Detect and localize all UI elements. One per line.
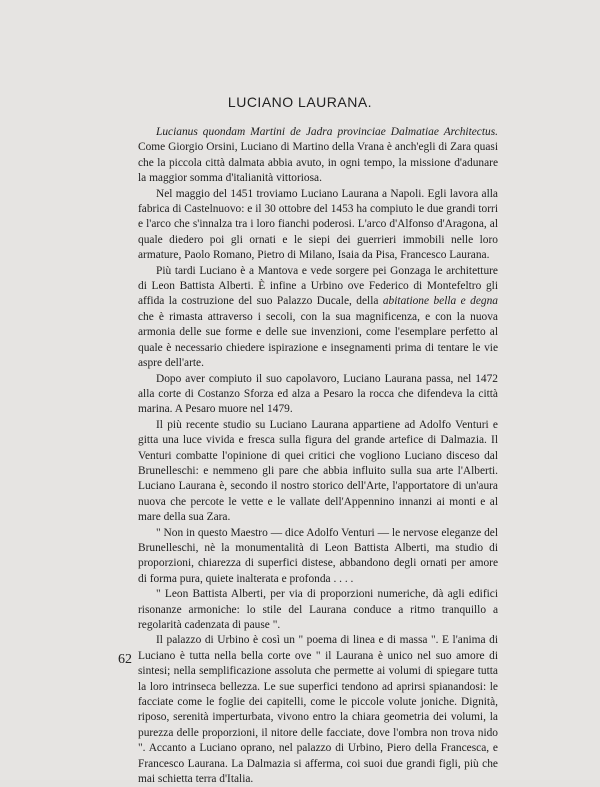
paragraph-3-text-after: che è rimasta attraverso i secoli, con la sua magnificenza, e con la nuova armonia delle sue forme e delle sue invenzioni, come l'esemplare perfetto al quale è necessario chiedere ispirazione e insegnamenti prima di tentare le vie aspre dell'arte. bbox=[138, 310, 498, 370]
paragraph-1 bbox=[138, 125, 498, 187]
paragraph-2: Nel maggio del 1451 troviamo Luciano Laurana a Napoli. Egli lavora alla fabrica di Castelnuovo: e il 30 ottobre del 1453 ha compiuto le due grandi torri e l'arco che s'innalza tra i loro fianchi poderosi. L'arco d'Alfonso d'Aragona, al quale diedero poi gli ornati e le siepi dei guerrieri immobili nelle loro armature, Paolo Romano, Pietro di Milano, Isaia da Pisa, Francesco Laurana. bbox=[138, 187, 498, 262]
paragraph-3-italic: abitatione bella e degna bbox=[382, 295, 498, 308]
body-text bbox=[138, 125, 498, 787]
page-title: LUCIANO LAURANA. bbox=[227, 94, 373, 110]
paragraph-5: Il più recente studio su Luciano Laurana appartiene ad Adolfo Venturi e gitta una luce vivida e fresca sulla figura del grande artefice di Dalmazia. Il Venturi combatte l'opinione di quei critici che vogliono Luciano disceso dal Brunelleschi: e nemmeno gli pare che abbia influito sulla sua arte l'Alberti. Luciano Laurana è, secondo il nostro storico dell'Arte, l'apportatore di un'aura nuova che percote le vette e le vallate dell'Appennino innanzi ai monti e al mare della sua Zara. bbox=[138, 418, 498, 524]
paragraph-7: " Leon Battista Alberti, per via di proporzioni numeriche, dà agli edifici risonanze armoniche: lo stile del Laurana conduce a ritmo tranquillo a regolarità cadenzata di pause ". bbox=[138, 588, 498, 631]
latin-inscription: Lucianus quondam Martini de Jadra provinciae Dalmatiae Architectus. bbox=[156, 126, 498, 138]
paragraph-6: " Non in questo Maestro — dice Adolfo Venturi — le nervose eleganze del Brunelleschi, nè la monumentalità di Leon Battista Alberti, ma studio di proporzioni, chiarezza di superfici distese, abbandono degli ornati per amore di forma pura, quiete inalterata e profonda . . . . bbox=[138, 526, 498, 585]
paragraph-1-text: Come Giorgio Orsini, Luciano di Martino della Vrana è anch'egli di Zara quasi che la piccola città dalmata abbia avuto, in ogni tempo, la missione d'adunare la maggior somma d'italianità vittoriosa. bbox=[138, 141, 498, 185]
paragraph-3 bbox=[138, 264, 498, 372]
paragraph-4: Dopo aver compiuto il suo capolavoro, Luciano Laurana passa, nel 1472 alla corte di Costanzo Sforza ed alza a Pesaro la rocca che difendeva la città marina. A Pesaro muore nel 1479. bbox=[138, 372, 498, 416]
paragraph-3-text-before: Più tardi Luciano è a Mantova e vede sorgere pei Gonzaga le architetture di Leon Battista Alberti. È infine a Urbino ove Federico di Montefeltro gli affida la costruzione del suo Palazzo Ducale, della bbox=[138, 264, 498, 308]
paragraph-8: Il palazzo di Urbino è così un " poema di linea e di massa ". E l'anima di Luciano è tutta nella bella corte ove " il Laurana è unico nel suo amore di sintesi; nella semplificazione assoluta che permette ai volumi di spiegare tutta la loro intrinseca bellezza. Le sue superfici tendono ad aprirsi spianandosi: le facciate come le foglie dei capitelli, come le piccole volute joniche. Dignità, riposo, serenità imperturbata, vivono entro la chiara geometria dei volumi, la purezza delle proporzioni, il nitore delle facciate, dove l'ombra non trova nido ". Accanto a Luciano oprano, nel palazzo di Urbino, Piero della Francesca, e Francesco Laurana. La Dalmazia si afferma, coi suoi due grandi figli, più che mai schietta terra d'Italia. bbox=[138, 634, 498, 786]
page-number: 62 bbox=[118, 652, 132, 667]
